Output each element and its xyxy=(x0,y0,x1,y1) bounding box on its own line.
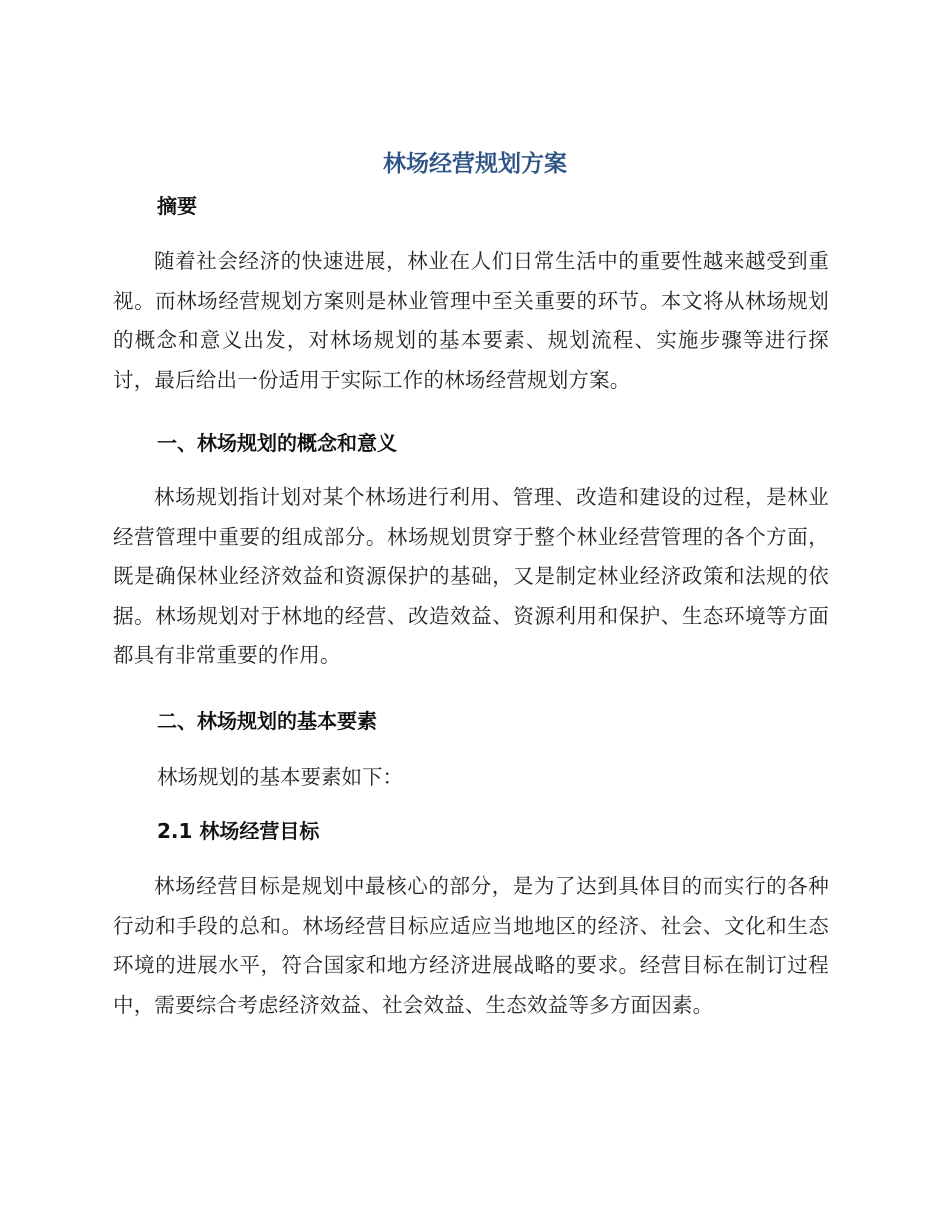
section-1-heading: 一、林场规划的概念和意义 xyxy=(157,431,397,455)
document-title: 林场经营规划方案 xyxy=(383,151,567,177)
subsection-2-1-heading: 2.1 林场经营目标 xyxy=(157,819,320,843)
abstract-paragraph: 随着社会经济的快速进展，林业在人们日常生活中的重要性越来越受到重视。而林场经营规划方案则是林业管理中至关重要的环节。本文将从林场规划的概念和意义出发，对林场规划的基本要素、规划流程、实施步骤等进行探讨，最后给出一份适用于实际工作的林场经营规划方案。 xyxy=(113,249,829,392)
section-1-paragraph: 林场规划指计划对某个林场进行利用、管理、改造和建设的过程，是林业经营管理中重要的组成部分。林场规划贯穿于整个林业经营管理的各个方面，既是确保林业经济效益和资源保护的基础，又是制定林业经济政策和法规的依据。林场规划对于林地的经营、改造效益、资源利用和保护、生态环境等方面都具有非常重要的作用。 xyxy=(113,485,829,667)
section-2-intro: 林场规划的基本要素如下： xyxy=(157,765,403,789)
subsection-2-1-paragraph: 林场经营目标是规划中最核心的部分，是为了达到具体目的而实行的各种行动和手段的总和。林场经营目标应适应当地地区的经济、社会、文化和生态环境的进展水平，符合国家和地方经济进展战略的要求。经营目标在制订过程中，需要综合考虑经济效益、社会效益、生态效益等多方面因素。 xyxy=(113,874,829,1017)
section-2-heading: 二、林场规划的基本要素 xyxy=(157,709,377,733)
abstract-heading: 摘要 xyxy=(157,194,197,218)
